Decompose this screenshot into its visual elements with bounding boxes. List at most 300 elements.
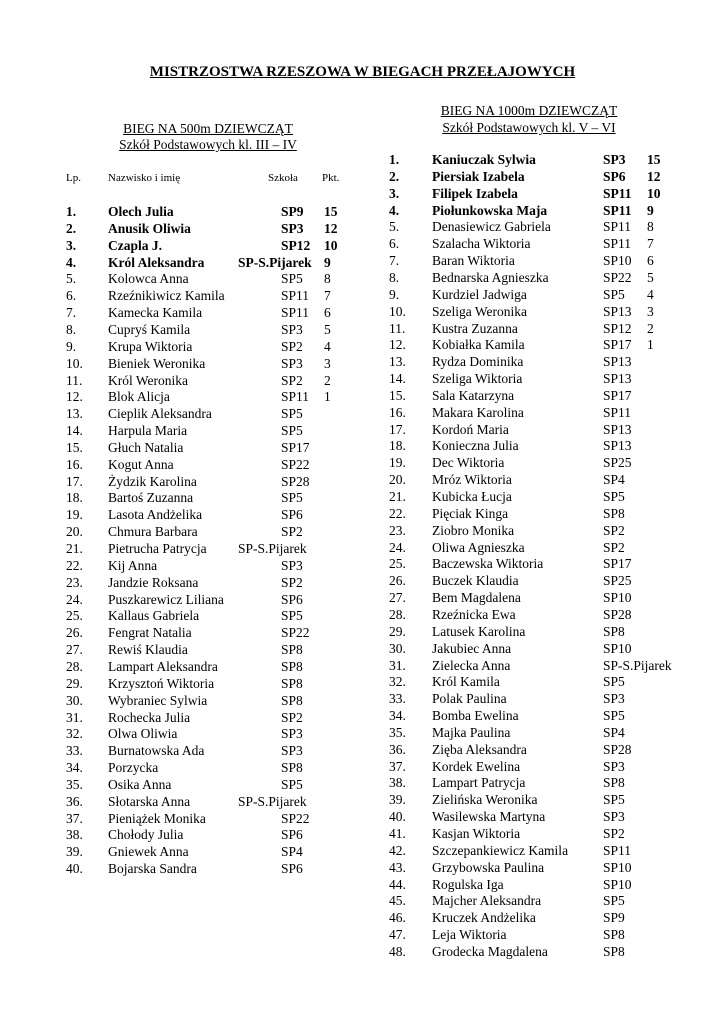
right-category: Szkół Podstawowych kl. V – VI [442, 120, 616, 135]
rank-cell: 11. [66, 372, 83, 388]
school-cell: SP17 [603, 556, 632, 572]
name-cell: Kasjan Wiktoria [432, 826, 521, 841]
name-cell: Kruczek Andżelika [432, 910, 536, 926]
points-cell: 9 [647, 202, 654, 218]
school-cell: SP6 [281, 507, 303, 523]
school-cell: SP8 [281, 642, 303, 658]
rank-cell: 3. [66, 237, 77, 253]
name-cell: Lasota Andżelika [108, 507, 203, 523]
name-cell: Kamecka Kamila [108, 305, 203, 321]
rank-cell: 18. [389, 438, 406, 454]
points-cell: 10 [324, 237, 338, 253]
name-cell: Słotarska Anna [108, 793, 191, 809]
rank-cell: 14. [66, 423, 83, 439]
rank-cell: 34. [66, 760, 83, 776]
points-cell: 2 [647, 320, 654, 336]
table-row [0, 724, 725, 741]
school-cell: SP3 [281, 220, 304, 236]
school-cell: SP-S.Pijarek [238, 541, 307, 556]
name-cell: Lampart Patrycja [432, 775, 526, 791]
school-cell: SP28 [603, 606, 632, 622]
table-row [0, 387, 725, 404]
school-cell: SP2 [281, 709, 303, 725]
rank-cell: 36. [66, 793, 83, 809]
points-cell: 12 [324, 220, 338, 236]
points-cell: 9 [324, 254, 331, 270]
points-cell: 5 [647, 269, 654, 285]
name-cell: Konieczna Julia [432, 438, 519, 454]
school-cell: SP5 [281, 423, 303, 439]
rank-cell: 21. [66, 541, 83, 556]
table-row [0, 505, 725, 522]
name-cell: Gniewek Anna [108, 844, 189, 860]
points-cell: 4 [647, 286, 654, 302]
school-cell: SP11 [603, 202, 632, 218]
points-cell: 8 [324, 271, 331, 287]
rank-cell: 37. [66, 810, 83, 826]
rank-cell: 19. [66, 507, 83, 523]
rank-cell: 6. [389, 236, 400, 252]
points-cell: 1 [647, 337, 654, 353]
rank-cell: 29. [66, 675, 83, 691]
rank-cell: 30. [389, 640, 406, 656]
rank-cell: 35. [66, 776, 83, 792]
table-row [0, 640, 725, 657]
points-cell: 4 [324, 338, 331, 354]
rank-cell: 36. [389, 741, 406, 757]
name-cell: Czapla J. [108, 237, 162, 253]
rank-cell: 10. [389, 303, 406, 319]
name-cell: Bem Magdalena [432, 590, 521, 606]
right-race-title: BIEG NA 1000m DZIEWCZĄT [440, 103, 618, 118]
name-cell: Żydzik Karolina [108, 473, 197, 489]
school-cell: SP17 [603, 337, 632, 353]
rank-cell: 24. [389, 539, 406, 555]
table-row [0, 421, 725, 438]
points-cell: 5 [324, 321, 331, 337]
school-cell: SP4 [603, 724, 625, 740]
name-cell: Rydza Dominika [432, 354, 524, 370]
school-cell: SP3 [281, 321, 303, 337]
name-cell: Rzeźnicka Ewa [432, 606, 516, 622]
table-row [0, 320, 725, 337]
rank-cell: 40. [66, 861, 83, 877]
name-cell: Harpula Maria [108, 423, 188, 439]
name-cell: Kobiałka Kamila [432, 337, 525, 353]
name-cell: Bartoś Zuzanna [108, 490, 194, 506]
name-cell: Chmura Barbara [108, 524, 198, 540]
points-cell: 3 [647, 303, 654, 319]
rank-cell: 25. [66, 608, 83, 624]
table-row [0, 673, 725, 690]
school-cell: SP5 [281, 406, 303, 422]
rank-cell: 20. [66, 524, 83, 540]
rank-cell: 4. [389, 202, 400, 218]
name-cell: Rogulska Iga [432, 876, 504, 892]
rank-cell: 12. [66, 389, 83, 405]
school-cell: SP5 [281, 608, 303, 624]
school-cell: SP5 [603, 489, 625, 504]
school-cell: SP6 [281, 861, 303, 877]
name-cell: Zielecka Anna [432, 657, 511, 673]
school-cell: SP3 [281, 355, 303, 371]
header-name: Nazwisko i imię [108, 172, 181, 184]
rank-cell: 39. [389, 792, 406, 808]
school-cell: SP5 [281, 490, 303, 506]
school-cell: SP8 [603, 623, 625, 639]
rank-cell: 8. [389, 269, 400, 285]
name-cell: Szczepankiewicz Kamila [432, 842, 569, 858]
name-cell: Bojarska Sandra [108, 861, 197, 877]
school-cell: SP2 [603, 522, 625, 538]
points-cell: 15 [324, 204, 338, 219]
rank-cell: 33. [389, 691, 406, 707]
table-row [0, 488, 725, 505]
rank-cell: 2. [389, 168, 400, 184]
school-cell: SP3 [603, 691, 625, 707]
school-cell: SP6 [281, 827, 303, 843]
school-cell: SP11 [603, 185, 632, 201]
name-cell: Bomba Ewelina [432, 708, 519, 724]
rank-cell: 7. [66, 305, 77, 321]
rank-cell: 42. [389, 842, 406, 858]
table-row [0, 151, 725, 168]
school-cell: SP5 [603, 792, 625, 808]
rank-cell: 22. [389, 505, 406, 521]
table-row [0, 690, 725, 707]
school-cell: SP11 [281, 305, 310, 321]
name-cell: Oliwa Agnieszka [432, 539, 525, 555]
name-cell: Kogut Anna [108, 456, 174, 472]
rank-cell: 30. [66, 692, 83, 708]
name-cell: Kallaus Gabriela [108, 608, 200, 624]
school-cell: SP13 [603, 438, 632, 454]
table-row [0, 471, 725, 488]
school-cell: SP5 [603, 708, 625, 724]
rank-cell: 23. [389, 522, 406, 538]
rank-cell: 26. [66, 625, 83, 641]
school-cell: SP8 [603, 505, 625, 521]
rank-cell: 13. [389, 354, 406, 370]
school-cell: SP11 [603, 842, 632, 858]
rank-cell: 22. [66, 557, 83, 573]
school-cell: SP13 [603, 303, 632, 319]
rank-cell: 25. [389, 556, 406, 572]
name-cell: Puszkarewicz Liliana [108, 591, 224, 607]
name-cell: Kordek Ewelina [432, 758, 521, 774]
school-cell: SP22 [281, 456, 310, 472]
school-cell: SP3 [603, 809, 625, 825]
rank-cell: 27. [389, 590, 406, 606]
name-cell: Blok Alicja [108, 389, 170, 405]
school-cell: SP22 [281, 625, 310, 641]
rank-cell: 28. [389, 606, 406, 622]
rank-cell: 4. [66, 254, 77, 270]
header-lp: Lp. [66, 172, 81, 184]
table-row [0, 774, 725, 791]
name-cell: Grodecka Magdalena [432, 943, 548, 959]
school-cell: SP11 [281, 389, 310, 405]
name-cell: Król Weronika [108, 372, 189, 388]
name-cell: Rochecka Julia [108, 709, 191, 725]
school-cell: SP28 [603, 741, 632, 757]
rank-cell: 43. [389, 859, 406, 875]
table-row [0, 842, 725, 859]
rank-cell: 5. [389, 219, 400, 235]
name-cell: Mróz Wiktoria [432, 472, 512, 488]
school-cell: SP8 [603, 943, 625, 959]
school-cell: SP3 [603, 758, 625, 774]
name-cell: Ziobro Monika [432, 522, 515, 538]
table-row [0, 623, 725, 640]
school-cell: SP2 [281, 338, 303, 354]
school-cell: SP13 [603, 421, 632, 437]
name-cell: Baran Wiktoria [432, 253, 515, 269]
rank-cell: 10. [66, 355, 83, 371]
table-row [0, 522, 725, 539]
school-cell: SP11 [281, 288, 310, 304]
table-row [0, 202, 725, 219]
school-cell: SP10 [603, 590, 632, 606]
school-cell: SP-S.Pijarek [603, 657, 672, 673]
rank-cell: 32. [66, 726, 83, 742]
points-cell: 8 [647, 219, 654, 235]
school-cell: SP8 [281, 675, 303, 691]
name-cell: Makara Karolina [432, 404, 524, 420]
header-school: Szkoła [268, 172, 298, 184]
name-cell: Rewiś Klaudia [108, 642, 188, 658]
name-cell: Majka Paulina [432, 724, 511, 740]
rank-cell: 13. [66, 406, 83, 422]
school-cell: SP2 [281, 574, 303, 590]
name-cell: Bednarska Agnieszka [432, 269, 549, 285]
name-cell: Lampart Aleksandra [108, 658, 218, 674]
table-row [0, 606, 725, 623]
rank-cell: 15. [66, 439, 83, 455]
table-row [0, 876, 725, 893]
rank-cell: 14. [389, 371, 406, 387]
school-cell: SP10 [603, 859, 632, 875]
rank-cell: 31. [389, 657, 406, 673]
school-cell: SP10 [603, 640, 632, 656]
school-cell: SP28 [281, 473, 310, 489]
rank-cell: 17. [66, 473, 83, 489]
name-cell: Jakubiec Anna [432, 640, 512, 656]
rank-cell: 37. [389, 758, 406, 774]
rank-cell: 2. [66, 220, 77, 236]
table-row [0, 707, 725, 724]
page-title: MISTRZOSTWA RZESZOWA W BIEGACH PRZEŁAJOWYCH [149, 64, 576, 80]
name-cell: Osika Anna [108, 776, 172, 792]
school-cell: SP22 [281, 810, 310, 826]
school-cell: SP2 [281, 372, 303, 388]
rank-cell: 15. [389, 387, 406, 403]
table-row [0, 404, 725, 421]
name-cell: Wybraniec Sylwia [108, 692, 208, 708]
rank-cell: 39. [66, 844, 83, 860]
rank-cell: 48. [389, 943, 406, 959]
rank-cell: 9. [66, 338, 77, 354]
points-cell: 10 [647, 185, 661, 201]
school-cell: SP11 [603, 404, 632, 420]
name-cell: Olwa Oliwia [108, 726, 178, 742]
name-cell: Majcher Aleksandra [432, 893, 542, 909]
rank-cell: 29. [389, 623, 406, 639]
school-cell: SP25 [603, 573, 632, 589]
rank-cell: 17. [389, 421, 406, 437]
school-cell: SP3 [281, 726, 303, 742]
rank-cell: 8. [66, 321, 77, 337]
points-cell: 7 [324, 288, 331, 304]
school-cell: SP13 [603, 371, 632, 387]
name-cell: Anusik Oliwia [108, 220, 191, 236]
table-row [0, 168, 725, 185]
rank-cell: 31. [66, 709, 83, 725]
name-cell: Baczewska Wiktoria [432, 556, 544, 572]
rank-cell: 28. [66, 658, 83, 674]
rank-cell: 46. [389, 910, 406, 926]
school-cell: SP8 [603, 927, 625, 943]
points-cell: 12 [647, 168, 661, 184]
name-cell: Pietrucha Patrycja [108, 541, 207, 556]
school-cell: SP2 [603, 826, 625, 841]
name-cell: Zielińska Weronika [432, 792, 538, 808]
rank-cell: 27. [66, 642, 83, 658]
table-row [0, 892, 725, 909]
rank-cell: 12. [389, 337, 406, 353]
rank-cell: 16. [66, 456, 83, 472]
school-cell: SP5 [603, 286, 625, 302]
table-row [0, 437, 725, 454]
rank-cell: 1. [389, 152, 400, 167]
table-row [0, 589, 725, 606]
name-cell: Zięba Aleksandra [432, 741, 527, 757]
name-cell: Piołunkowska Maja [432, 202, 548, 218]
name-cell: Kij Anna [108, 557, 158, 573]
rank-cell: 20. [389, 472, 406, 488]
table-row [0, 303, 725, 320]
table-row [0, 909, 725, 926]
rank-cell: 6. [66, 288, 77, 304]
school-cell: SP5 [281, 271, 303, 287]
table-row [0, 572, 725, 589]
rank-cell: 32. [389, 674, 406, 690]
school-cell: SP10 [603, 876, 632, 892]
name-cell: Szalacha Wiktoria [432, 236, 531, 252]
school-cell: SP9 [281, 204, 304, 219]
table-row [0, 370, 725, 387]
school-cell: SP17 [281, 439, 310, 455]
table-row [0, 269, 725, 286]
rank-cell: 18. [66, 490, 83, 506]
school-cell: SP5 [603, 674, 625, 690]
school-cell: SP11 [603, 219, 632, 235]
name-cell: Burnatowska Ada [108, 743, 205, 759]
points-cell: 15 [647, 152, 661, 167]
table-row [0, 185, 725, 202]
school-cell: SP9 [603, 910, 625, 926]
name-cell: Szeliga Weronika [432, 303, 528, 319]
left-race-title: BIEG NA 500m DZIEWCZĄT [123, 121, 293, 136]
table-row [0, 286, 725, 303]
school-cell: SP11 [603, 236, 632, 252]
school-cell: SP8 [603, 775, 625, 791]
school-cell: SP4 [281, 844, 303, 860]
rank-cell: 5. [66, 271, 77, 287]
name-cell: Szeliga Wiktoria [432, 371, 523, 387]
name-cell: Olech Julia [108, 204, 174, 219]
table-row [0, 825, 725, 842]
name-cell: Porzycka [108, 760, 159, 776]
school-cell: SP22 [603, 269, 632, 285]
school-cell: SP3 [603, 152, 626, 167]
school-cell: SP10 [603, 253, 632, 269]
rank-cell: 3. [389, 185, 400, 201]
name-cell: Dec Wiktoria [432, 455, 505, 471]
school-cell: SP17 [603, 387, 632, 403]
school-cell: SP4 [603, 472, 625, 488]
table-row [0, 657, 725, 674]
table-row [0, 758, 725, 775]
rank-cell: 34. [389, 708, 406, 724]
school-cell: SP13 [603, 354, 632, 370]
points-cell: 6 [647, 253, 654, 269]
name-cell: Kubicka Łucja [432, 489, 512, 504]
points-cell: 2 [324, 372, 331, 388]
name-cell: Pięciak Kinga [432, 505, 509, 521]
name-cell: Głuch Natalia [108, 439, 184, 455]
rank-cell: 23. [66, 574, 83, 590]
name-cell: Kustra Zuzanna [432, 320, 518, 336]
rank-cell: 41. [389, 826, 406, 841]
points-cell: 7 [647, 236, 654, 252]
rank-cell: 16. [389, 404, 406, 420]
school-cell: SP2 [281, 524, 303, 540]
table-row [0, 336, 725, 353]
school-cell: SP2 [603, 539, 625, 555]
table-row [0, 943, 725, 960]
table-row [0, 539, 725, 556]
rank-cell: 21. [389, 489, 406, 504]
name-cell: Chołody Julia [108, 827, 184, 843]
points-cell: 3 [324, 355, 331, 371]
name-cell: Piersiak Izabela [432, 168, 525, 184]
table-row [0, 791, 725, 808]
header-points: Pkt. [322, 172, 340, 184]
name-cell: Kordoń Maria [432, 421, 509, 437]
school-cell: SP-S.Pijarek [238, 793, 307, 809]
points-cell: 6 [324, 305, 331, 321]
rank-cell: 1. [66, 204, 77, 219]
name-cell: Król Kamila [432, 674, 500, 690]
name-cell: Kaniuczak Sylwia [432, 152, 536, 167]
rank-cell: 47. [389, 927, 406, 943]
table-row [0, 353, 725, 370]
rank-cell: 45. [389, 893, 406, 909]
name-cell: Bieniek Weronika [108, 355, 206, 371]
name-cell: Fengrat Natalia [108, 625, 192, 641]
name-cell: Cupryś Kamila [108, 321, 191, 337]
school-cell: SP12 [603, 320, 632, 336]
school-cell: SP12 [281, 237, 311, 253]
school-cell: SP8 [281, 692, 303, 708]
table-row [0, 252, 725, 269]
table-row [0, 454, 725, 471]
school-cell: SP8 [281, 658, 303, 674]
table-row [0, 218, 725, 235]
name-cell: Król Aleksandra [108, 254, 205, 270]
table-row [0, 555, 725, 572]
